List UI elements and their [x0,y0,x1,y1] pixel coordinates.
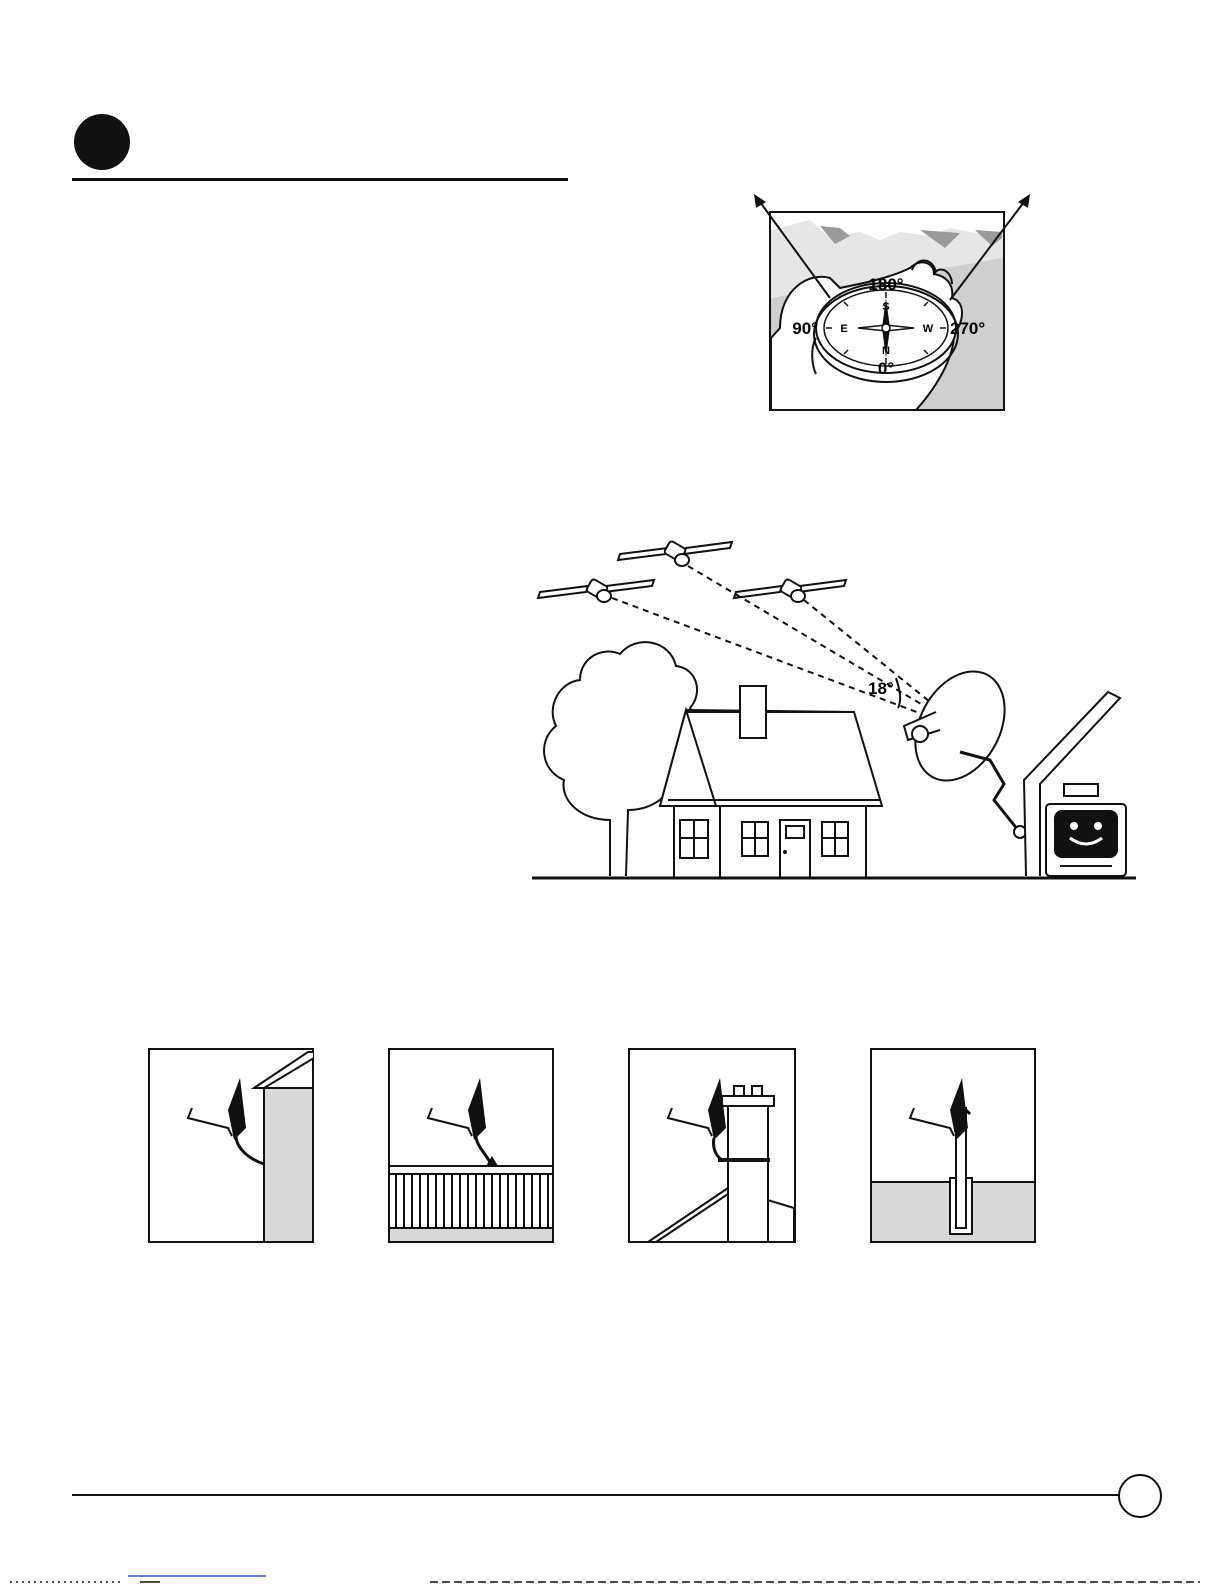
satellite-scene-illustration [520,530,1150,890]
scan-edge-artifacts [0,1574,1225,1585]
mount-option-chimney [628,1048,796,1243]
tv-icon [1046,784,1126,876]
mount-option-pole [870,1048,1036,1243]
mount-option-balcony [388,1048,554,1243]
footer-divider [72,1494,1120,1496]
satellite-icon [618,540,732,566]
satellite-icon [734,578,846,602]
compass-label-north: 180° [868,275,904,294]
angle-label: 18° [868,679,894,698]
compass-label-east: 90° [792,319,818,338]
satellite-icon [538,578,654,602]
compass-letter-w: W [922,323,934,335]
compass-illustration [740,188,1040,418]
mount-option-wall [148,1048,314,1243]
step-marker [74,114,130,170]
compass-letter-e: E [840,323,848,335]
section-divider [72,178,568,181]
compass-label-south: 0° [877,359,895,378]
compass-letter-n: S [882,301,890,313]
compass-letter-s: N [882,345,890,357]
page-number-badge [1118,1474,1162,1518]
compass-label-west: 270° [950,319,986,338]
page-number [1120,1476,1160,1516]
